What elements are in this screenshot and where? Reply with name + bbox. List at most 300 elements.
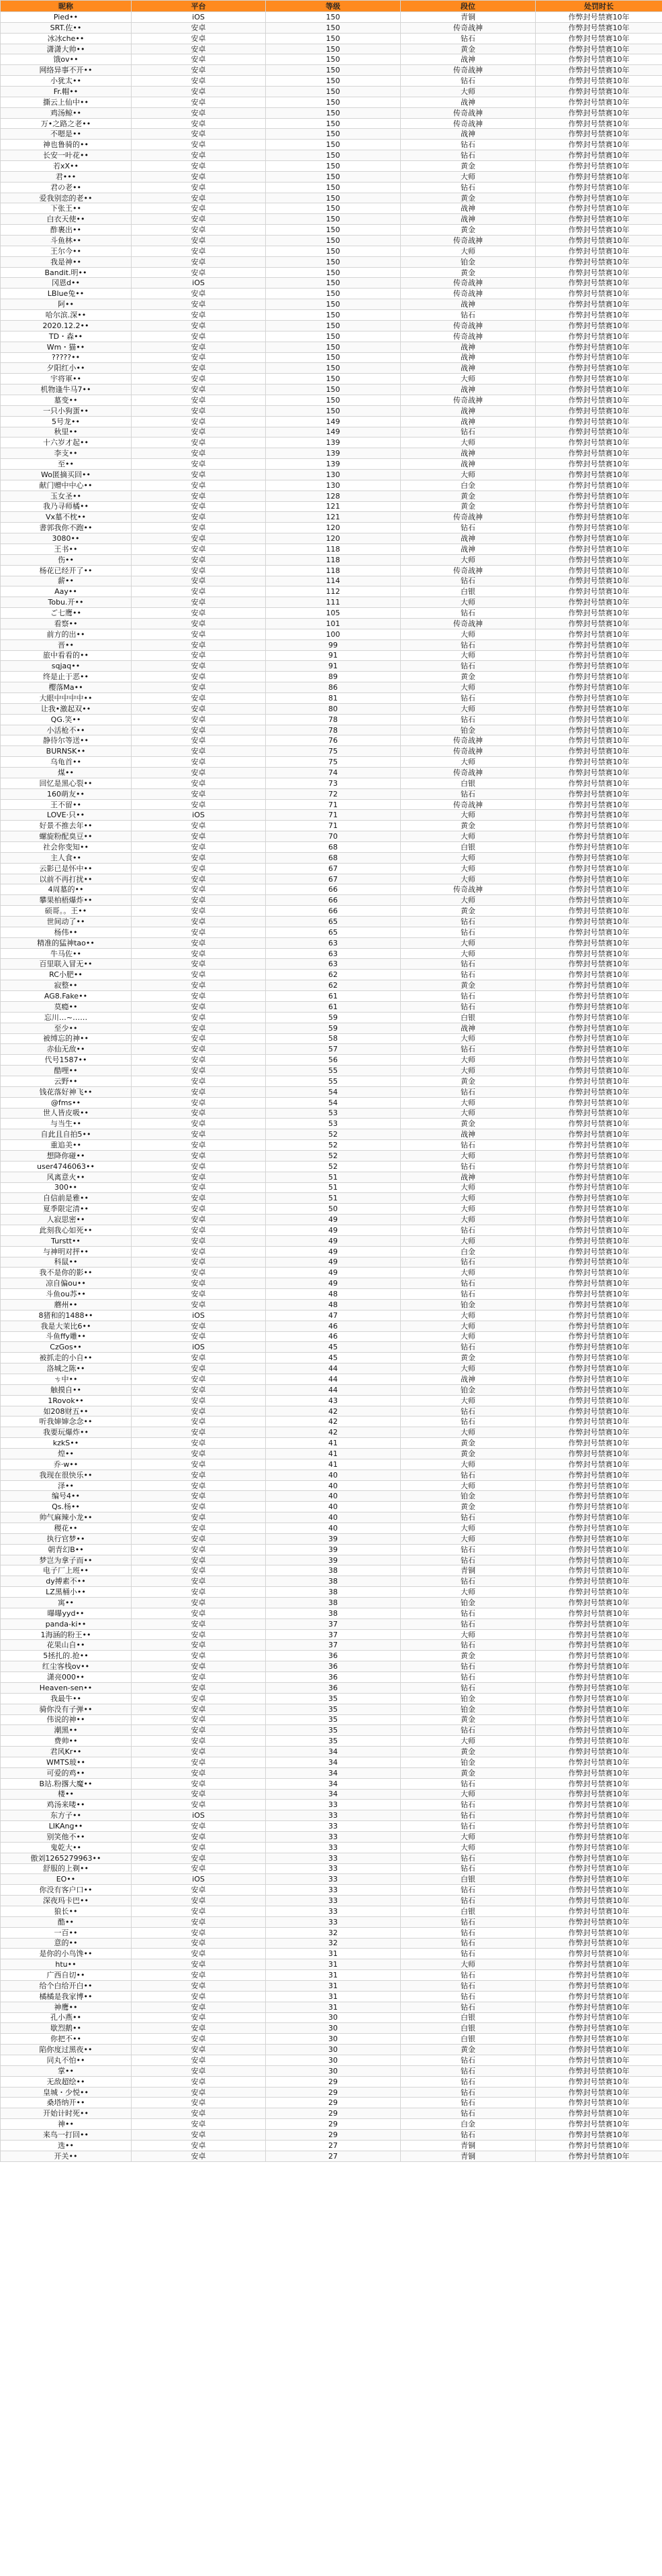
level-cell: 62 xyxy=(266,970,401,980)
table-row xyxy=(1,1459,662,1470)
punishment-cell: 作弊封号禁赛10年 xyxy=(536,661,662,672)
table-row xyxy=(1,1076,662,1086)
punishment-cell: 作弊封号禁赛10年 xyxy=(536,182,662,193)
table-row xyxy=(1,193,662,203)
rank-cell: 钻石 xyxy=(401,150,536,161)
nickname-cell: 酢裹出•• xyxy=(1,225,132,236)
punishment-cell: 作弊封号禁赛10年 xyxy=(536,1672,662,1683)
platform-cell: 安卓 xyxy=(132,523,266,533)
rank-cell: 传奇战神 xyxy=(401,565,536,576)
level-cell: 33 xyxy=(266,1810,401,1821)
level-cell: 150 xyxy=(266,203,401,214)
level-cell: 30 xyxy=(266,2034,401,2045)
nickname-cell: 小犹太•• xyxy=(1,76,132,87)
level-cell: 31 xyxy=(266,1959,401,1970)
rank-cell: 钻石 xyxy=(401,1257,536,1268)
rank-cell: 钻石 xyxy=(401,917,536,927)
rank-cell: 钻石 xyxy=(401,1980,536,1991)
rank-cell: 钻石 xyxy=(401,523,536,533)
table-row xyxy=(1,1629,662,1640)
punishment-cell: 作弊封号禁赛10年 xyxy=(536,917,662,927)
level-cell: 27 xyxy=(266,2140,401,2151)
rank-cell: 钻石 xyxy=(401,1086,536,1097)
platform-cell: 安卓 xyxy=(132,874,266,884)
rank-cell: 钻石 xyxy=(401,1001,536,1012)
level-cell: 150 xyxy=(266,129,401,140)
rank-cell: 传奇战神 xyxy=(401,65,536,76)
nickname-cell: 开始计时死•• xyxy=(1,2108,132,2119)
level-cell: 38 xyxy=(266,1598,401,1608)
table-row xyxy=(1,714,662,725)
platform-cell: 安卓 xyxy=(132,1246,266,1257)
table-row xyxy=(1,523,662,533)
level-cell: 41 xyxy=(266,1459,401,1470)
punishment-cell: 作弊封号禁赛10年 xyxy=(536,1874,662,1885)
platform-cell: 安卓 xyxy=(132,1704,266,1714)
punishment-cell: 作弊封号禁赛10年 xyxy=(536,278,662,289)
table-row xyxy=(1,331,662,342)
level-cell: 105 xyxy=(266,608,401,619)
platform-cell: 安卓 xyxy=(132,1502,266,1512)
level-cell: 42 xyxy=(266,1416,401,1427)
level-cell: 150 xyxy=(266,150,401,161)
nickname-cell: 酷哩•• xyxy=(1,1066,132,1076)
platform-cell: 安卓 xyxy=(132,2012,266,2023)
platform-cell: 安卓 xyxy=(132,1991,266,2002)
nickname-cell: 桑塔纳开•• xyxy=(1,2098,132,2108)
platform-cell: 安卓 xyxy=(132,1980,266,1991)
punishment-cell: 作弊封号禁赛10年 xyxy=(536,118,662,129)
rank-cell: 战神 xyxy=(401,129,536,140)
level-cell: 150 xyxy=(266,54,401,65)
platform-cell: 安卓 xyxy=(132,342,266,352)
platform-cell: 安卓 xyxy=(132,1182,266,1193)
rank-cell: 钻石 xyxy=(401,1927,536,1938)
platform-cell: 安卓 xyxy=(132,1331,266,1342)
nickname-cell: 冈恩d•• xyxy=(1,278,132,289)
table-row xyxy=(1,895,662,906)
rank-cell: 大师 xyxy=(401,374,536,384)
level-cell: 68 xyxy=(266,842,401,853)
punishment-cell: 作弊封号禁赛10年 xyxy=(536,299,662,310)
table-row xyxy=(1,1949,662,1959)
table-row xyxy=(1,65,662,76)
table-row xyxy=(1,1321,662,1331)
table-row xyxy=(1,1044,662,1055)
punishment-cell: 作弊封号禁赛10年 xyxy=(536,1012,662,1023)
platform-cell: 安卓 xyxy=(132,2065,266,2076)
platform-cell: 安卓 xyxy=(132,1651,266,1661)
rank-cell: 大师 xyxy=(401,1055,536,1066)
nickname-cell: 攀果柏梧爆炸•• xyxy=(1,895,132,906)
platform-cell: 安卓 xyxy=(132,320,266,331)
platform-cell: 安卓 xyxy=(132,1086,266,1097)
rank-cell: 大师 xyxy=(401,1842,536,1853)
nickname-cell: 被抓走的小自•• xyxy=(1,1353,132,1363)
platform-cell: 安卓 xyxy=(132,1714,266,1725)
platform-cell: 安卓 xyxy=(132,1268,266,1278)
nickname-cell: 潇亮000•• xyxy=(1,1672,132,1683)
table-row xyxy=(1,1651,662,1661)
nickname-cell: TD・森•• xyxy=(1,331,132,342)
rank-cell: 钻石 xyxy=(401,959,536,970)
table-row xyxy=(1,1193,662,1204)
rank-cell: 钻石 xyxy=(401,2002,536,2012)
platform-cell: 安卓 xyxy=(132,863,266,874)
nickname-cell: 好景不推去年•• xyxy=(1,821,132,831)
platform-cell: 安卓 xyxy=(132,331,266,342)
level-cell: 34 xyxy=(266,1778,401,1789)
punishment-cell: 作弊封号禁赛10年 xyxy=(536,1204,662,1215)
platform-cell: 安卓 xyxy=(132,1842,266,1853)
platform-cell: 安卓 xyxy=(132,799,266,810)
rank-cell: 黄金 xyxy=(401,2045,536,2055)
platform-cell: 安卓 xyxy=(132,746,266,757)
rank-cell: 大师 xyxy=(401,831,536,842)
rank-cell: 战神 xyxy=(401,1129,536,1140)
punishment-cell: 作弊封号禁赛10年 xyxy=(536,1640,662,1651)
nickname-cell: 不嗯是•• xyxy=(1,129,132,140)
nickname-cell: LIKAng•• xyxy=(1,1821,132,1832)
nickname-cell: 百里联入冒无•• xyxy=(1,959,132,970)
level-cell: 40 xyxy=(266,1480,401,1491)
rank-cell: 钻石 xyxy=(401,2130,536,2141)
table-row xyxy=(1,661,662,672)
level-cell: 51 xyxy=(266,1172,401,1182)
platform-cell: 安卓 xyxy=(132,1747,266,1757)
platform-cell: 安卓 xyxy=(132,299,266,310)
nickname-cell: 选•• xyxy=(1,2140,132,2151)
rank-cell: 大师 xyxy=(401,469,536,480)
rank-cell: 钻石 xyxy=(401,1342,536,1353)
rank-cell: 大师 xyxy=(401,948,536,959)
rank-cell: 黄金 xyxy=(401,1353,536,1363)
level-cell: 130 xyxy=(266,480,401,491)
nickname-cell: B站.粉撂大魔•• xyxy=(1,1778,132,1789)
punishment-cell: 作弊封号禁赛10年 xyxy=(536,352,662,363)
punishment-cell: 作弊封号禁赛10年 xyxy=(536,1374,662,1385)
level-cell: 32 xyxy=(266,1938,401,1949)
table-row xyxy=(1,1129,662,1140)
nickname-cell: 电子厂上班•• xyxy=(1,1565,132,1576)
nickname-cell: 重追美•• xyxy=(1,1140,132,1151)
table-row xyxy=(1,1097,662,1108)
punishment-cell: 作弊封号禁赛10年 xyxy=(536,161,662,172)
platform-cell: 安卓 xyxy=(132,2130,266,2141)
nickname-cell: sqjaq•• xyxy=(1,661,132,672)
punishment-cell: 作弊封号禁赛10年 xyxy=(536,150,662,161)
punishment-cell: 作弊封号禁赛10年 xyxy=(536,310,662,321)
table-row xyxy=(1,1310,662,1321)
rank-cell: 传奇战神 xyxy=(401,236,536,246)
rank-cell: 传奇战神 xyxy=(401,278,536,289)
nickname-cell: Bandit.明•• xyxy=(1,267,132,278)
nickname-cell: 鬼乾大•• xyxy=(1,1842,132,1853)
level-cell: 150 xyxy=(266,225,401,236)
table-row xyxy=(1,788,662,799)
table-row xyxy=(1,1353,662,1363)
table-row xyxy=(1,1608,662,1618)
nickname-cell: 君の老•• xyxy=(1,182,132,193)
platform-cell: 安卓 xyxy=(132,1066,266,1076)
level-cell: 59 xyxy=(266,1012,401,1023)
table-row xyxy=(1,405,662,416)
punishment-cell: 作弊封号禁赛10年 xyxy=(536,1725,662,1736)
header-rank: 段位 xyxy=(401,1,536,12)
table-row xyxy=(1,54,662,65)
platform-cell: 安卓 xyxy=(132,788,266,799)
level-cell: 99 xyxy=(266,639,401,650)
header-level: 等级 xyxy=(266,1,401,12)
platform-cell: 安卓 xyxy=(132,1821,266,1832)
nickname-cell: 皇城・少悦•• xyxy=(1,2087,132,2098)
level-cell: 75 xyxy=(266,746,401,757)
nickname-cell: 凉自偏ou•• xyxy=(1,1278,132,1289)
platform-cell: 安卓 xyxy=(132,171,266,182)
platform-cell: 安卓 xyxy=(132,661,266,672)
platform-cell: 安卓 xyxy=(132,1916,266,1927)
nickname-cell: 看察•• xyxy=(1,618,132,629)
nickname-cell: 来鸟一打回•• xyxy=(1,2130,132,2141)
punishment-cell: 作弊封号禁赛10年 xyxy=(536,2130,662,2141)
level-cell: 150 xyxy=(266,171,401,182)
platform-cell: 安卓 xyxy=(132,2098,266,2108)
nickname-cell: RC小肥•• xyxy=(1,970,132,980)
platform-cell: 安卓 xyxy=(132,544,266,554)
table-row xyxy=(1,1363,662,1374)
rank-cell: 钻石 xyxy=(401,927,536,937)
level-cell: 37 xyxy=(266,1640,401,1651)
nickname-cell: 献门赠中中心•• xyxy=(1,480,132,491)
punishment-cell: 作弊封号禁赛10年 xyxy=(536,1066,662,1076)
rank-cell: 钻石 xyxy=(401,1544,536,1555)
rank-cell: 大师 xyxy=(401,682,536,693)
rank-cell: 钻石 xyxy=(401,1916,536,1927)
platform-cell: 安卓 xyxy=(132,1491,266,1502)
table-row xyxy=(1,863,662,874)
table-row xyxy=(1,970,662,980)
punishment-cell: 作弊封号禁赛10年 xyxy=(536,1800,662,1810)
rank-cell: 钻石 xyxy=(401,608,536,619)
nickname-cell: WMTS玻•• xyxy=(1,1757,132,1767)
table-row xyxy=(1,501,662,512)
nickname-cell: 橘橘是我家博•• xyxy=(1,1991,132,2002)
punishment-cell: 作弊封号禁赛10年 xyxy=(536,76,662,87)
punishment-cell: 作弊封号禁赛10年 xyxy=(536,1384,662,1395)
table-row xyxy=(1,448,662,459)
table-row xyxy=(1,1225,662,1235)
nickname-cell: 鸡汤鲸•• xyxy=(1,107,132,118)
platform-cell: 安卓 xyxy=(132,1544,266,1555)
punishment-cell: 作弊封号禁赛10年 xyxy=(536,1321,662,1331)
level-cell: 51 xyxy=(266,1193,401,1204)
nickname-cell: 我最牛•• xyxy=(1,1693,132,1704)
nickname-cell: AG8.Fake•• xyxy=(1,991,132,1002)
table-row xyxy=(1,884,662,895)
punishment-cell: 作弊封号禁赛10年 xyxy=(536,576,662,586)
level-cell: 40 xyxy=(266,1470,401,1480)
rank-cell: 钻石 xyxy=(401,2076,536,2087)
nickname-cell: 广西自切•• xyxy=(1,1970,132,1981)
level-cell: 33 xyxy=(266,1821,401,1832)
punishment-cell: 作弊封号禁赛10年 xyxy=(536,405,662,416)
table-row xyxy=(1,1278,662,1289)
platform-cell: 安卓 xyxy=(132,1215,266,1225)
level-cell: 36 xyxy=(266,1651,401,1661)
rank-cell: 黄金 xyxy=(401,1714,536,1725)
punishment-cell: 作弊封号禁赛10年 xyxy=(536,1225,662,1235)
table-row xyxy=(1,1938,662,1949)
level-cell: 52 xyxy=(266,1140,401,1151)
platform-cell: 安卓 xyxy=(132,118,266,129)
table-row xyxy=(1,757,662,768)
nickname-cell: Qs.杨•• xyxy=(1,1502,132,1512)
punishment-cell: 作弊封号禁赛10年 xyxy=(536,395,662,405)
punishment-cell: 作弊封号禁赛10年 xyxy=(536,1970,662,1981)
platform-cell: 安卓 xyxy=(132,2023,266,2034)
nickname-cell: 潇潇大帅•• xyxy=(1,44,132,54)
table-row xyxy=(1,980,662,991)
table-row xyxy=(1,937,662,948)
level-cell: 45 xyxy=(266,1353,401,1363)
punishment-cell: 作弊封号禁赛10年 xyxy=(536,1406,662,1416)
rank-cell: 钻石 xyxy=(401,1800,536,1810)
punishment-cell: 作弊封号禁赛10年 xyxy=(536,1544,662,1555)
platform-cell: 安卓 xyxy=(132,693,266,704)
platform-cell: 安卓 xyxy=(132,1395,266,1406)
platform-cell: 安卓 xyxy=(132,565,266,576)
nickname-cell: 此刻我心如死•• xyxy=(1,1225,132,1235)
nickname-cell: 自信前是雅•• xyxy=(1,1193,132,1204)
level-cell: 89 xyxy=(266,672,401,682)
rank-cell: 钻石 xyxy=(401,76,536,87)
platform-cell: 安卓 xyxy=(132,1044,266,1055)
platform-cell: 安卓 xyxy=(132,1938,266,1949)
rank-cell: 战神 xyxy=(401,1374,536,1385)
rank-cell: 青铜 xyxy=(401,12,536,23)
nickname-cell: 开关•• xyxy=(1,2151,132,2161)
rank-cell: 大师 xyxy=(401,1150,536,1161)
rank-cell: 白金 xyxy=(401,480,536,491)
punishment-cell: 作弊封号禁赛10年 xyxy=(536,1523,662,1534)
table-row xyxy=(1,1172,662,1182)
rank-cell: 白银 xyxy=(401,1012,536,1023)
nickname-cell: 旅中看看的•• xyxy=(1,650,132,661)
table-row xyxy=(1,267,662,278)
punishment-cell: 作弊封号禁赛10年 xyxy=(536,1789,662,1800)
punishment-cell: 作弊封号禁赛10年 xyxy=(536,1491,662,1502)
rank-cell: 战神 xyxy=(401,384,536,395)
nickname-cell: 科鼠•• xyxy=(1,1257,132,1268)
punishment-cell: 作弊封号禁赛10年 xyxy=(536,778,662,788)
punishment-cell: 作弊封号禁赛10年 xyxy=(536,1438,662,1449)
nickname-cell: 蘑州•• xyxy=(1,1299,132,1310)
level-cell: 67 xyxy=(266,874,401,884)
table-row xyxy=(1,1874,662,1885)
level-cell: 33 xyxy=(266,1863,401,1874)
platform-cell: 安卓 xyxy=(132,1959,266,1970)
level-cell: 150 xyxy=(266,182,401,193)
rank-cell: 传奇战神 xyxy=(401,107,536,118)
table-row xyxy=(1,97,662,107)
level-cell: 63 xyxy=(266,959,401,970)
level-cell: 58 xyxy=(266,1033,401,1044)
table-row xyxy=(1,2055,662,2066)
rank-cell: 钻石 xyxy=(401,1661,536,1672)
nickname-cell: 无敌超绘•• xyxy=(1,2076,132,2087)
table-row xyxy=(1,140,662,150)
level-cell: 37 xyxy=(266,1629,401,1640)
punishment-cell: 作弊封号禁赛10年 xyxy=(536,1363,662,1374)
punishment-cell: 作弊封号禁赛10年 xyxy=(536,1767,662,1778)
nickname-cell: LBlue兔•• xyxy=(1,289,132,299)
platform-cell: 安卓 xyxy=(132,1831,266,1842)
level-cell: 66 xyxy=(266,895,401,906)
level-cell: 29 xyxy=(266,2076,401,2087)
level-cell: 118 xyxy=(266,544,401,554)
nickname-cell: 是你的小鸟馋•• xyxy=(1,1949,132,1959)
rank-cell: 大师 xyxy=(401,1097,536,1108)
punishment-cell: 作弊封号禁赛10年 xyxy=(536,193,662,203)
table-row xyxy=(1,12,662,23)
nickname-cell: 掌•• xyxy=(1,2065,132,2076)
rank-cell: 铂金 xyxy=(401,1299,536,1310)
level-cell: 150 xyxy=(266,140,401,150)
punishment-cell: 作弊封号禁赛10年 xyxy=(536,852,662,863)
table-row xyxy=(1,437,662,448)
level-cell: 49 xyxy=(266,1268,401,1278)
punishment-cell: 作弊封号禁赛10年 xyxy=(536,256,662,267)
nickname-cell: 玉女圣•• xyxy=(1,491,132,501)
punishment-cell: 作弊封号禁赛10年 xyxy=(536,97,662,107)
level-cell: 41 xyxy=(266,1449,401,1459)
nickname-cell: 杨花已经开了•• xyxy=(1,565,132,576)
punishment-cell: 作弊封号禁赛10年 xyxy=(536,959,662,970)
nickname-cell: 意的•• xyxy=(1,1938,132,1949)
platform-cell: 安卓 xyxy=(132,597,266,608)
platform-cell: 安卓 xyxy=(132,1119,266,1129)
nickname-cell: Tobu.开•• xyxy=(1,597,132,608)
nickname-cell: 小活枪不•• xyxy=(1,725,132,735)
platform-cell: 安卓 xyxy=(132,1661,266,1672)
level-cell: 30 xyxy=(266,2012,401,2023)
nickname-cell: 李支•• xyxy=(1,448,132,459)
nickname-cell: 长安一叶花•• xyxy=(1,150,132,161)
level-cell: 118 xyxy=(266,554,401,565)
nickname-cell: 1Rovok•• xyxy=(1,1395,132,1406)
level-cell: 139 xyxy=(266,437,401,448)
nickname-cell: 钱花落好神飞•• xyxy=(1,1086,132,1097)
nickname-cell: 至•• xyxy=(1,459,132,470)
nickname-cell: Wm・猫•• xyxy=(1,342,132,352)
rank-cell: 白银 xyxy=(401,586,536,597)
nickname-cell: 斗鱼林•• xyxy=(1,236,132,246)
nickname-cell: 忘川…~…… xyxy=(1,1012,132,1023)
table-row xyxy=(1,1970,662,1981)
nickname-cell: 杨伟•• xyxy=(1,927,132,937)
rank-cell: 黄金 xyxy=(401,1651,536,1661)
rank-cell: 战神 xyxy=(401,544,536,554)
table-row xyxy=(1,948,662,959)
level-cell: 150 xyxy=(266,352,401,363)
platform-cell: 安卓 xyxy=(132,672,266,682)
table-row xyxy=(1,1140,662,1151)
rank-cell: 战神 xyxy=(401,533,536,544)
level-cell: 139 xyxy=(266,448,401,459)
level-cell: 38 xyxy=(266,1565,401,1576)
nickname-cell: 被缚忘的神•• xyxy=(1,1033,132,1044)
punishment-cell: 作弊封号禁赛10年 xyxy=(536,1576,662,1587)
